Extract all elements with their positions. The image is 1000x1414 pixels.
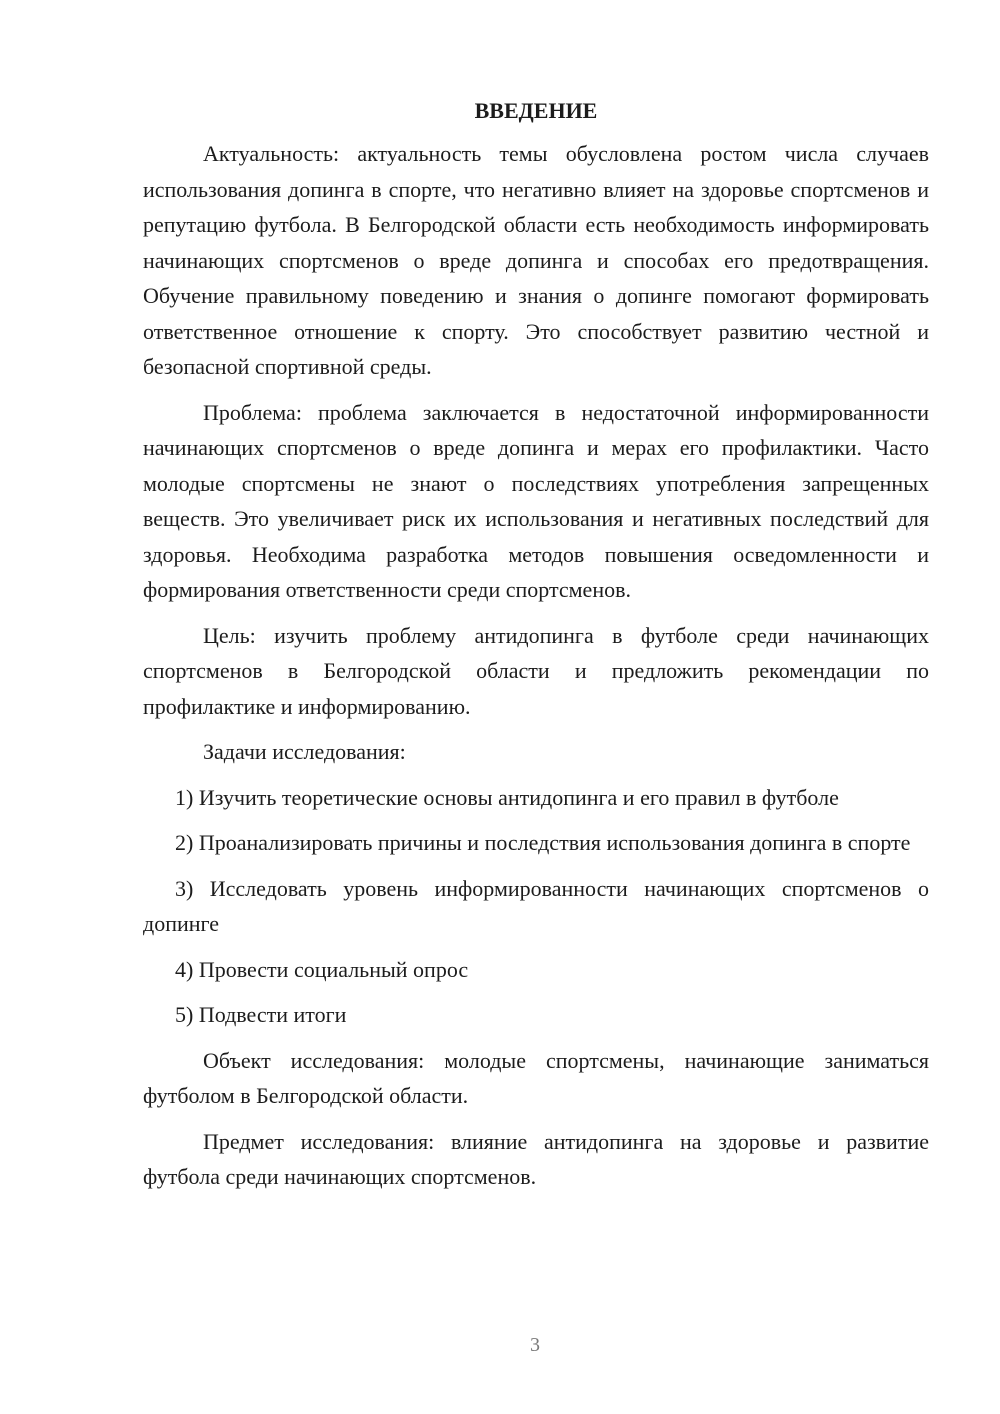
page-content [143, 96, 929, 1205]
problem-paragraph: Проблема: проблема заключается в недостаточной информированности начинающих спортсменов о вреде допинга и мерах его профилактики. Часто молодые спортсмены не знают о последствиях употребления запрещенных веществ. Это увеличивает риск их использования и негативных последствий для здоровья. Необходима разработка методов повышения осведомленности и формирования ответственности среди спортсменов. [143, 399, 929, 602]
tasks-title: Задачи исследования: [203, 739, 406, 764]
task-item-2: 2) Проанализировать причины и последствия использования допинга в спорте [175, 830, 911, 855]
subject-paragraph: Предмет исследования: влияние антидопинга на здоровье и развитие футбола среди начинающих спортсменов. [143, 1128, 929, 1189]
task-item-1: 1) Изучить теоретические основы антидопинга и его правил в футболе [175, 784, 839, 810]
task-item-3: 3) Исследовать уровень информированности начинающих спортсменов о допинге [143, 875, 929, 936]
task-item-4: 4) Провести социальный опрос [175, 956, 469, 982]
object-paragraph: Объект исследования: молодые спортсмены, начинающие заниматься футболом в Белгородской области. [143, 1047, 929, 1108]
section-heading: ВВЕДЕНИЕ [474, 98, 598, 123]
relevance-paragraph: Актуальность: актуальность темы обусловлена ростом числа случаев использования допинга в спорте, что негативно влияет на здоровье спортсменов и репутацию футбола. В Белгородской области есть необходимость информировать начинающих спортсменов о вреде допинга и способах его предотвращения. Обучение правильному поведению и знания о допинге помогают формировать ответственное отношение к спорту. Это способствует развитию честной и безопасной спортивной среды. [143, 141, 929, 379]
page-number: 3 [530, 1334, 540, 1356]
task-item-5: 5) Подвести итоги [175, 1002, 347, 1027]
goal-paragraph: Цель: изучить проблему антидопинга в футболе среди начинающих спортсменов в Белгородской области и предложить рекомендации по профилактике и информированию. [143, 622, 929, 719]
